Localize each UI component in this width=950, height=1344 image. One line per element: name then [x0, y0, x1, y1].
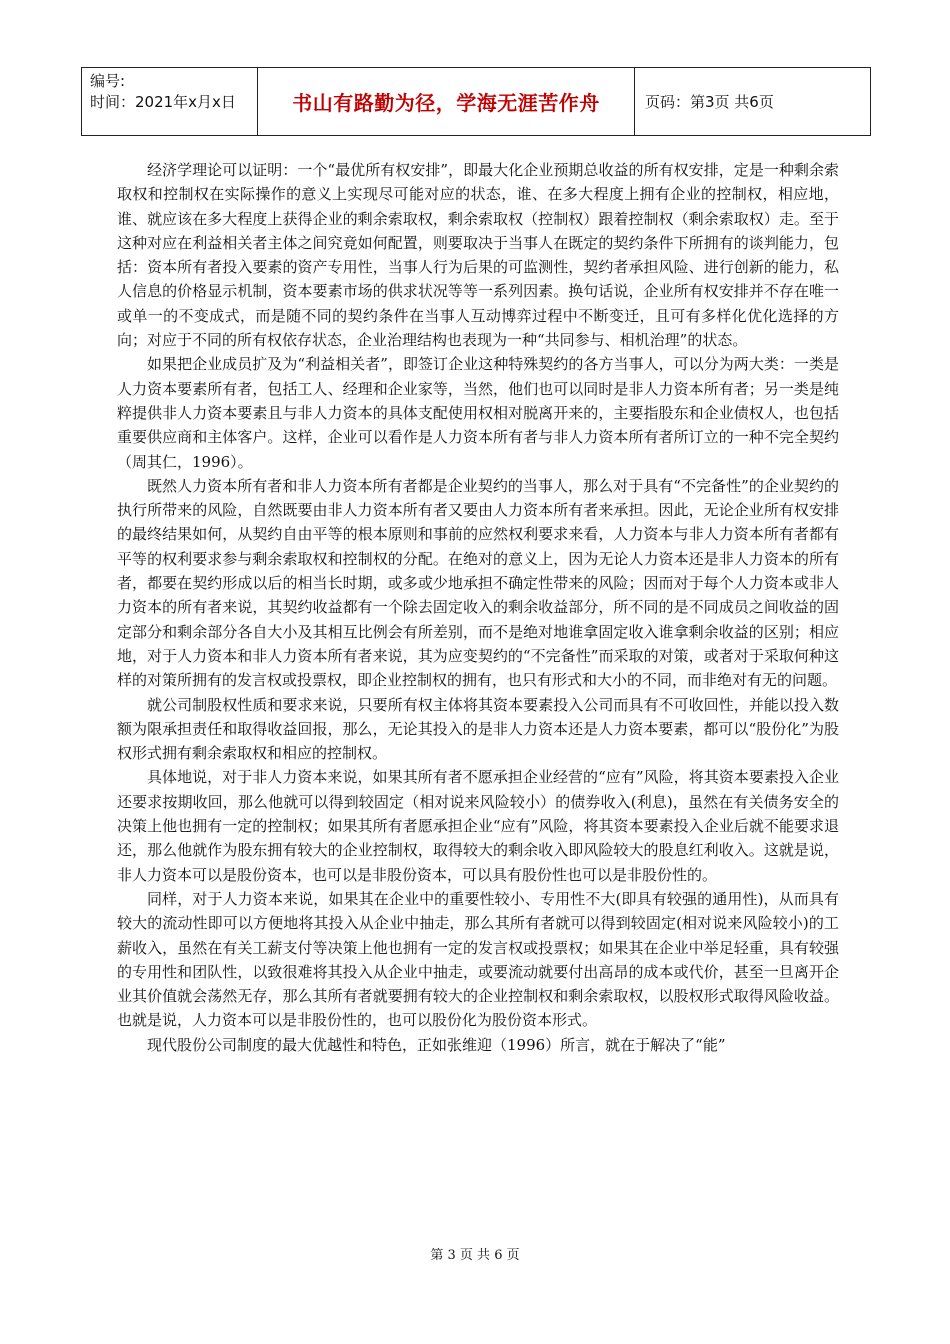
- document-body: [117, 158, 839, 1057]
- page-footer: 第 3 页 共 6 页: [430, 1248, 520, 1263]
- time-label: 时间：2021年x月x日: [90, 93, 236, 111]
- paragraph: 如果把企业成员扩及为“利益相关者”，即签订企业这种特殊契约的各方当事人，可以分为两大类：一类是人力资本要素所有者，包括工人、经理和企业家等，当然，他们也可以同时是非人力资本所有者；另一类是纯粹提供非人力资本要素且与非人力资本的具体支配使用权相对脱离开来的，主要指股东和企业债权人，也包括重要供应商和主体客户。这样，企业可以看作是人力资本所有者与非人力资本所有者所订立的一种不完全契约（周其仁，1996）。: [117, 355, 839, 471]
- paragraph: 就公司制股权性质和要求来说，只要所有权主体将其资本要素投入公司而具有不可收回性，并能以投入数额为限承担责任和取得收益回报，那么，无论其投入的是非人力资本还是人力资本要素，都可以“股份化”为股权形式拥有剩余索取权和相应的控制权。: [117, 695, 839, 763]
- paragraph: 现代股份公司制度的最大优越性和特色，正如张维迎（1996）所言，就在于解决了“能”: [147, 1035, 726, 1054]
- number-label: 编号:: [90, 72, 126, 90]
- page-code: 页码：第3页 共6页: [645, 93, 774, 111]
- paragraph: 同样，对于人力资本来说，如果其在企业中的重要性较小、专用性不大(即具有较强的通用性)，从而具有较大的流动性即可以方便地将其投入从企业中抽走，那么其所有者就可以得到较固定(相对说来风险较小)的工薪收入，虽然在有关工薪支付等决策上他也拥有一定的发言权或投票权；如果其在企业中举足轻重，具有较强的专用性和团队性，以致很难将其投入从企业中抽走，或要流动就要付出高昂的成本或代价，甚至一旦离开企业其价值就会荡然无存，那么其所有者就要拥有较大的企业控制权和剩余索取权，以股权形式取得风险收益。也就是说，人力资本可以是非股份性的，也可以股份化为股份资本形式。: [117, 889, 839, 1030]
- header-table: [81, 67, 871, 136]
- paragraph: 既然人力资本所有者和非人力资本所有者都是企业契约的当事人，那么对于具有“不完备性”的企业契约的执行所带来的风险，自然既要由非人力资本所有者又要由人力资本所有者来承担。因此，无论企业所有权安排的最终结果如何，从契约自由平等的根本原则和事前的应然权利要求来看，人力资本与非人力资本所有者都有平等的权利要求参与剩余索取权和控制权的分配。在绝对的意义上，因为无论人力资本还是非人力资本的所有者，都要在契约形成以后的相当长时期，或多或少地承担不确定性带来的风险；因而对于每个人力资本或非人力资本的所有者来说，其契约收益都有一个除去固定收入的剩余收益部分，所不同的是不同成员之间收益的固定部分和剩余部分各自大小及其相互比例会有所差别，而不是绝对地谁拿固定收入谁拿剩余收益的区别；相应地，对于人力资本和非人力资本所有者来说，其为应变契约的“不完备性”而采取的对策，或者对于采取何种这样的对策所拥有的发言权或投票权，即企业控制权的拥有，也只有形式和大小的不同，而非绝对有无的问题。: [117, 476, 839, 690]
- paragraph: 经济学理论可以证明：一个“最优所有权安排”，即最大化企业预期总收益的所有权安排，定是一种剩余索取权和控制权在实际操作的意义上实现尽可能对应的状态，谁、在多大程度上拥有企业的控制权，相应地，谁、就应该在多大程度上获得企业的剩余索取权，剩余索取权（控制权）跟着控制权（剩余索取权）走。至于这种对应在利益相关者主体之间究竟如何配置，则要取决于当事人在既定的契约条件下所拥有的谈判能力，包括：资本所有者投入要素的资产专用性，当事人行为后果的可监测性，契约者承担风险、进行创新的能力，私人信息的价格显示机制，资本要素市场的供求状况等等一系列因素。换句话说，企业所有权安排并不存在唯一或单一的不变成式，而是随不同的契约条件在当事人互动博弈过程中不断变迁，且可有多样化优化选择的方向；对应于不同的所有权依存状态，企业治理结构也表现为一种“共同参与、相机治理”的状态。: [117, 161, 839, 350]
- header-left-cell: [82, 68, 258, 135]
- paragraph: 具体地说，对于非人力资本来说，如果其所有者不愿承担企业经营的“应有”风险，将其资本要素投入企业还要求按期收回，那么他就可以得到较固定（相对说来风险较小）的债券收入(利息)，虽然在有关债务安全的决策上他也拥有一定的控制权；如果其所有者愿承担企业“应有”风险，将其资本要素投入企业后就不能要求退还，那么他就作为股东拥有较大的企业控制权，取得较大的剩余收入即风险较大的股息红利收入。这就是说，非人力资本可以是股份资本，也可以是非股份资本，可以具有股份性也可以是非股份性的。: [117, 768, 839, 884]
- motto: 书山有路勤为径，学海无涯苦作舟: [258, 68, 635, 135]
